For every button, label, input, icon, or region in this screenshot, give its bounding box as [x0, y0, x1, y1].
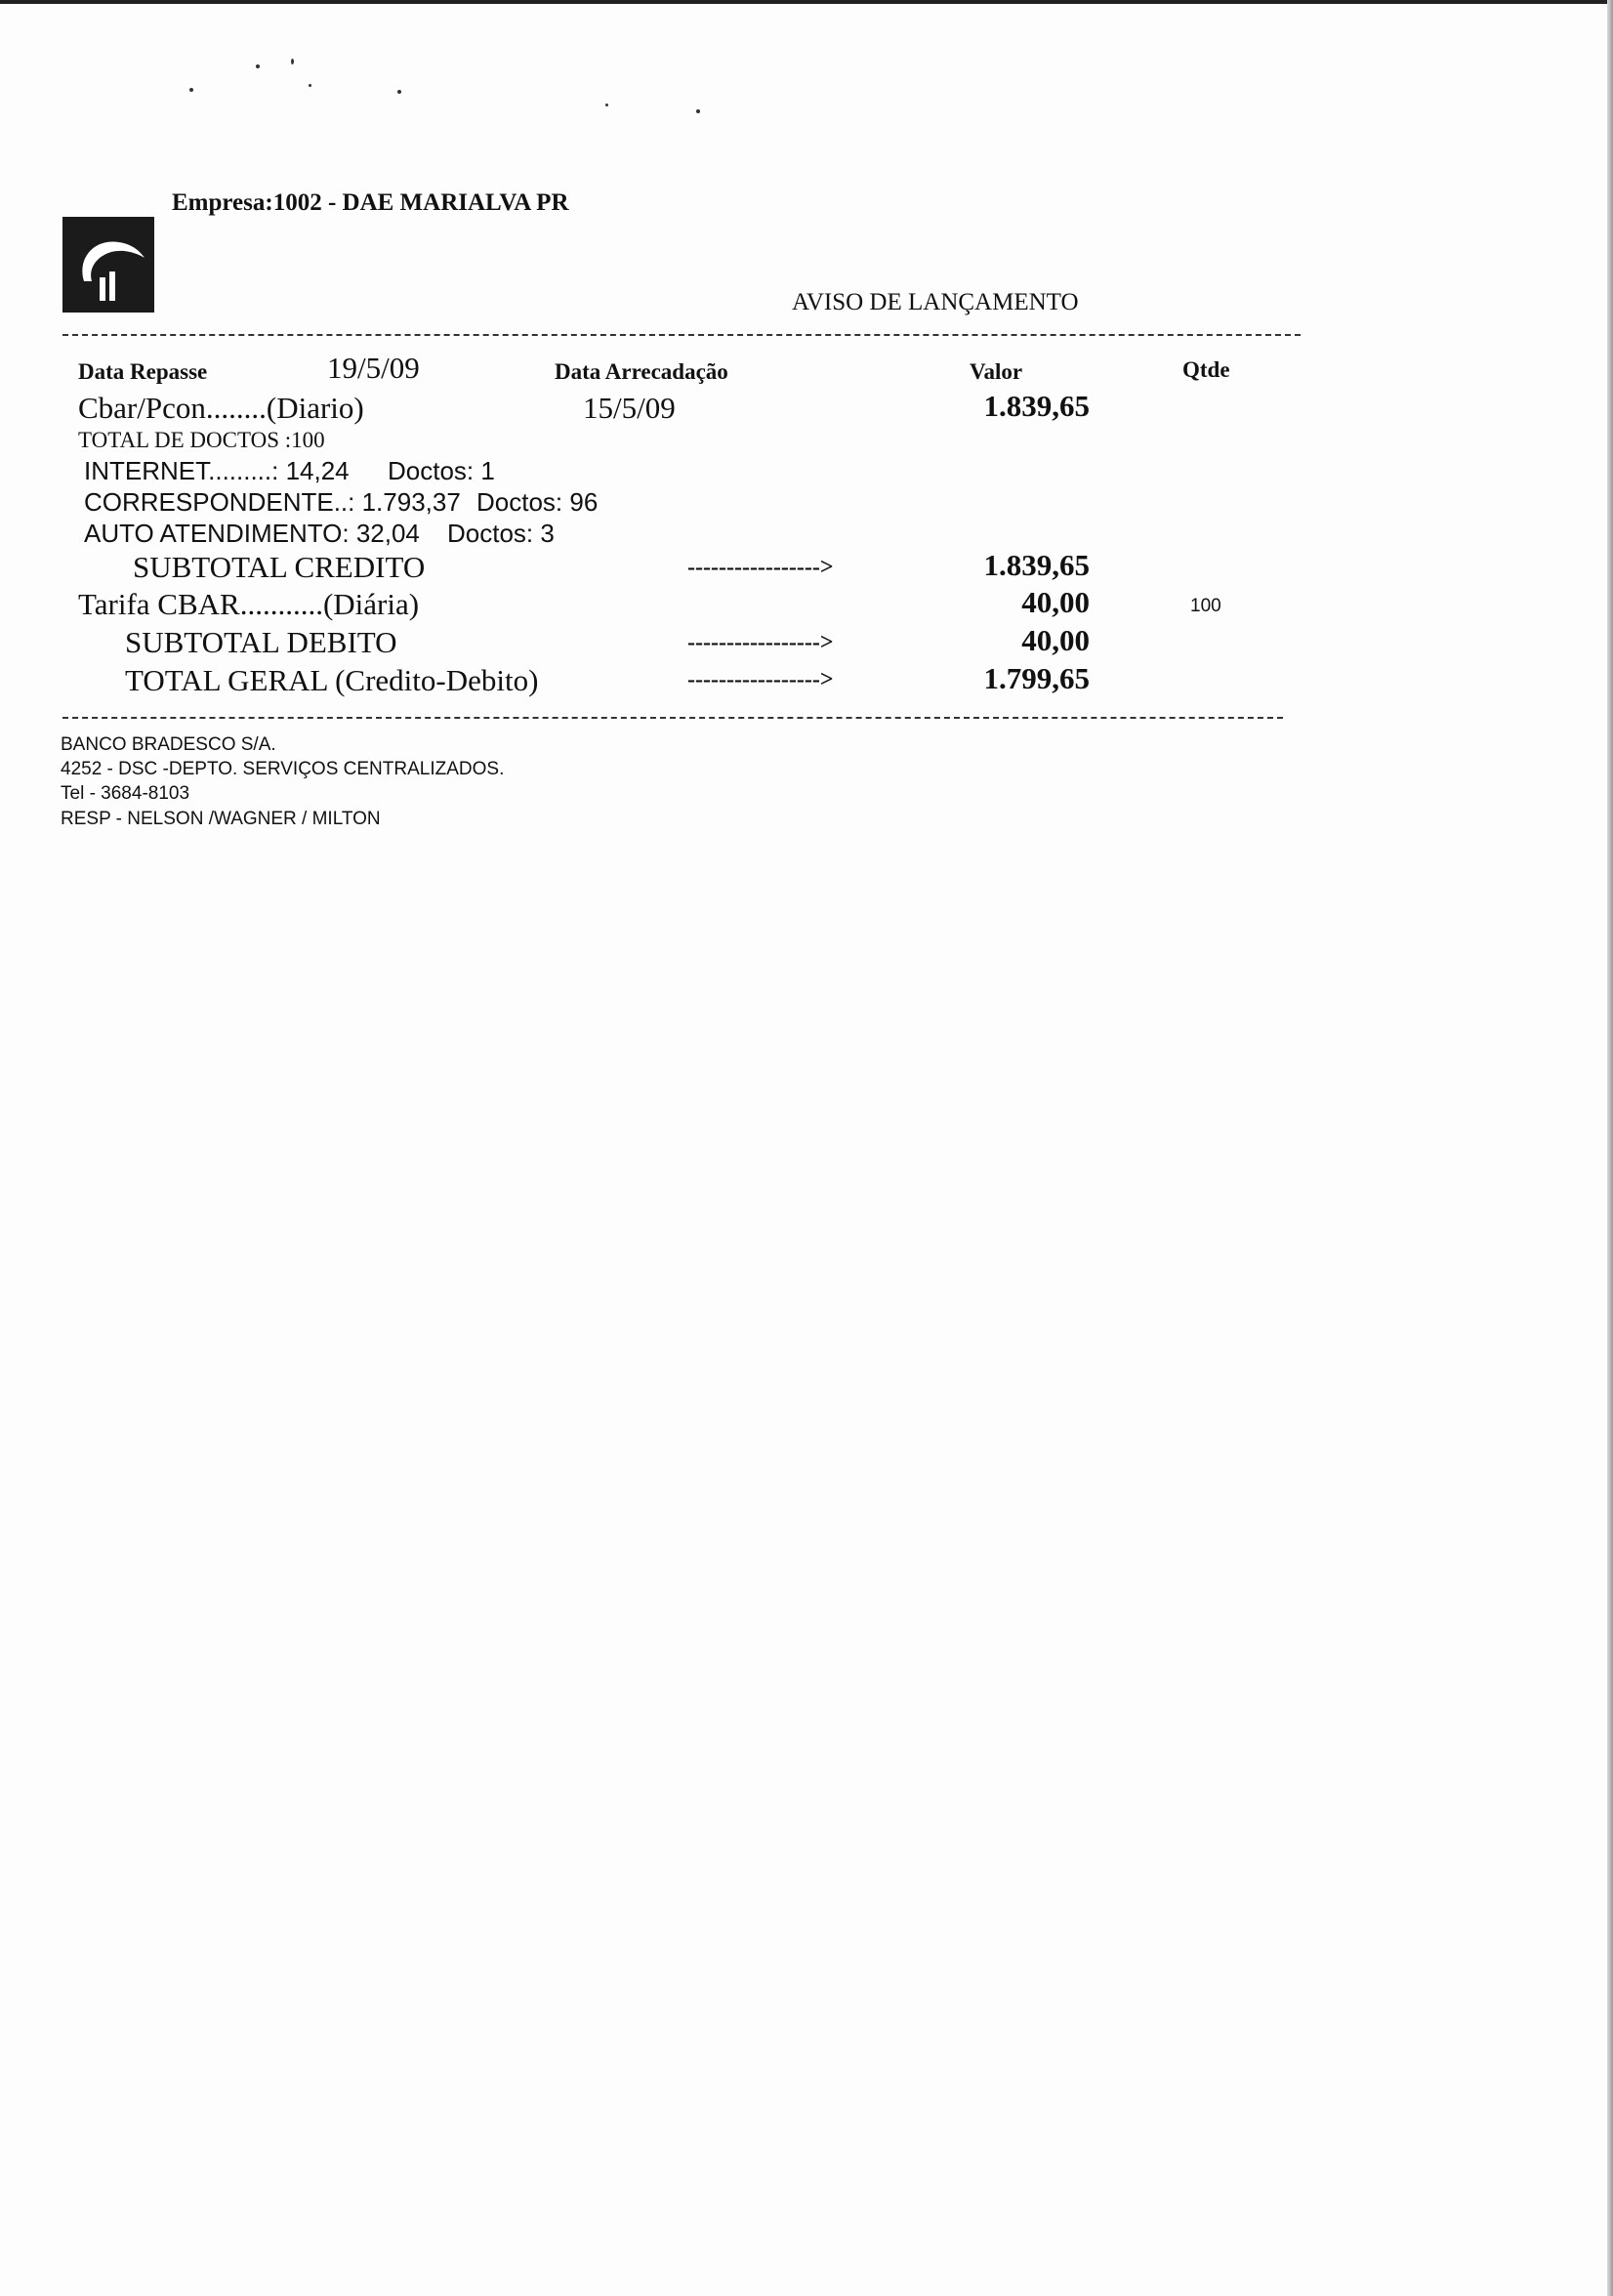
total-geral-arrow: ----------------->: [687, 667, 834, 692]
scan-speck: [397, 90, 401, 94]
tarifa-qtde: 100: [1190, 596, 1221, 616]
subtotal-debito-arrow: ----------------->: [687, 630, 834, 655]
top-divider: [62, 334, 1301, 336]
scan-speck: [696, 109, 700, 113]
tarifa-label: Tarifa CBAR...........(Diária): [78, 587, 420, 621]
entry-label: Cbar/Pcon........(Diario): [78, 391, 364, 425]
scan-speck: [189, 88, 193, 92]
bottom-divider: [62, 717, 1283, 719]
subtotal-debito-label: SUBTOTAL DEBITO: [125, 625, 397, 659]
scan-edge-right: [1607, 0, 1613, 2296]
footer-responsible: RESP - NELSON /WAGNER / MILTON: [61, 809, 381, 829]
valor-label: Valor: [970, 359, 1023, 384]
channel-auto-atendimento: AUTO ATENDIMENTO: 32,04: [84, 519, 420, 548]
company-name: Empresa:1002 - DAE MARIALVA PR: [172, 189, 569, 216]
total-geral-value: 1.799,65: [983, 661, 1090, 695]
scan-edge-top: [0, 0, 1613, 4]
subtotal-debito-value: 40,00: [1021, 623, 1090, 657]
channel-internet-doctos: Doctos: 1: [388, 456, 495, 485]
data-arrecadacao-label: Data Arrecadação: [555, 359, 728, 384]
channel-correspondente-doctos: Doctos: 96: [476, 487, 599, 517]
total-geral-label: TOTAL GERAL (Credito-Debito): [125, 663, 539, 697]
total-doctos: TOTAL DE DOCTOS :100: [78, 428, 325, 452]
footer-department: 4252 - DSC -DEPTO. SERVIÇOS CENTRALIZADOS.: [61, 759, 505, 779]
bradesco-logo-icon: [62, 217, 154, 313]
document-title: AVISO DE LANÇAMENTO: [792, 289, 1079, 315]
footer-phone: Tel - 3684-8103: [61, 783, 190, 804]
scan-speck: [605, 104, 608, 106]
qtde-label: Qtde: [1182, 357, 1230, 382]
subtotal-credito-label: SUBTOTAL CREDITO: [133, 550, 426, 584]
data-repasse-label: Data Repasse: [78, 359, 208, 384]
entry-value: 1.839,65: [983, 389, 1090, 423]
scan-speck: [256, 64, 260, 68]
data-repasse-value: 19/5/09: [327, 351, 420, 385]
entry-date: 15/5/09: [583, 391, 676, 425]
tarifa-value: 40,00: [1021, 585, 1090, 619]
channel-internet: INTERNET.........: 14,24: [84, 456, 350, 485]
subtotal-credito-arrow: ----------------->: [687, 555, 834, 580]
footer-bank: BANCO BRADESCO S/A.: [61, 734, 276, 755]
channel-auto-atendimento-doctos: Doctos: 3: [447, 519, 555, 548]
scan-speck: [291, 59, 294, 64]
scan-speck: [309, 84, 311, 87]
channel-correspondente: CORRESPONDENTE..: 1.793,37: [84, 487, 461, 517]
subtotal-credito-value: 1.839,65: [983, 548, 1090, 582]
